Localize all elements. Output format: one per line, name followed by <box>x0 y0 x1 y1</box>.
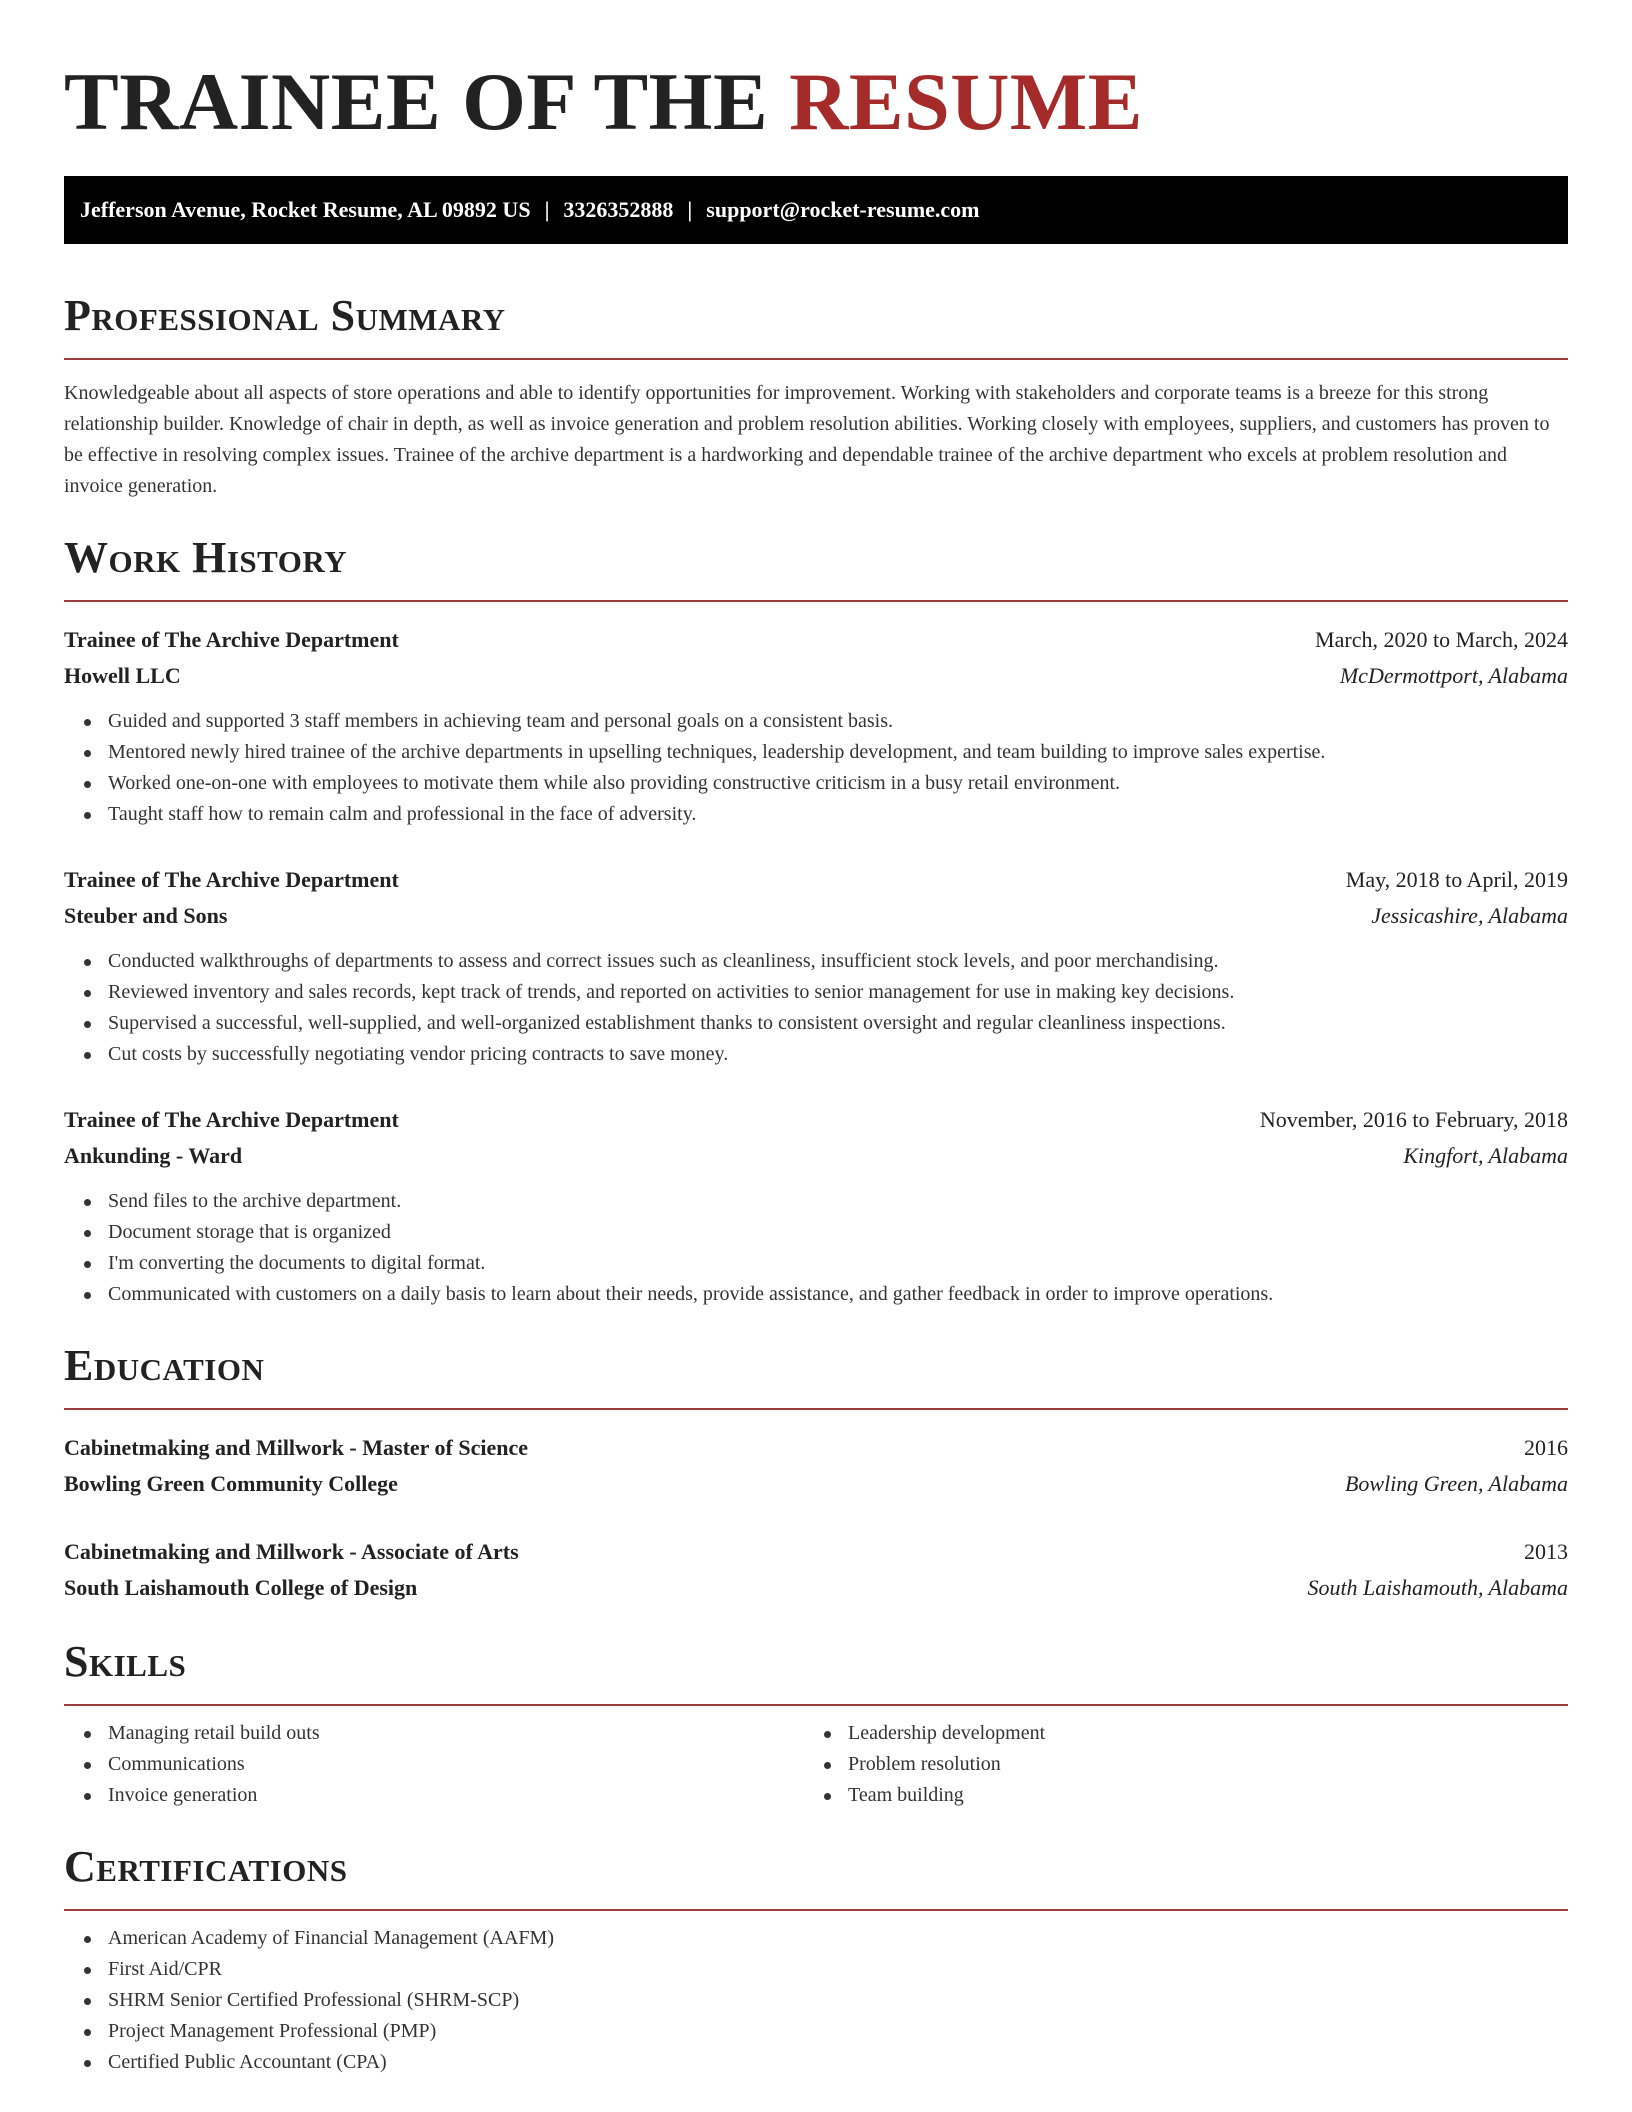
section-divider <box>64 358 1568 360</box>
section-divider <box>64 1704 1568 1706</box>
job-entry <box>64 622 1568 830</box>
job-bullets <box>64 946 1568 1070</box>
skills-section <box>64 1634 1568 1811</box>
job-dates: November, 2016 to February, 2018 <box>1259 1107 1568 1132</box>
list-item: Mentored newly hired trainee of the archive departments in upselling techniques, leadership development, and team building to improve sales expertise. <box>64 737 1568 768</box>
education-school: South Laishamouth College of Design <box>64 1575 418 1600</box>
education-location: Bowling Green, Alabama <box>1344 1471 1568 1496</box>
work-history-section <box>64 530 1568 1310</box>
list-item: Communications <box>64 1749 804 1780</box>
education-year: 2016 <box>1524 1435 1568 1460</box>
job-entry <box>64 1102 1568 1310</box>
list-item: Team building <box>804 1780 1544 1811</box>
job-bullets <box>64 706 1568 830</box>
list-item: SHRM Senior Certified Professional (SHRM-SCP) <box>64 1985 1568 2016</box>
job-location: Kingfort, Alabama <box>1403 1143 1568 1168</box>
job-subheader <box>64 658 1568 694</box>
contact-separator: | <box>544 197 550 222</box>
job-bullets <box>64 1186 1568 1310</box>
education-entry <box>64 1534 1568 1606</box>
job-header <box>64 1102 1568 1138</box>
education-header <box>64 1534 1568 1570</box>
education-subheader <box>64 1570 1568 1606</box>
list-item: Conducted walkthroughs of departments to assess and correct issues such as cleanliness, insufficient stock levels, and poor merchandising. <box>64 946 1568 977</box>
list-item: Guided and supported 3 staff members in achieving team and personal goals on a consistent basis. <box>64 706 1568 737</box>
list-item: Leadership development <box>804 1718 1544 1749</box>
job-title: Trainee of The Archive Department <box>64 867 399 892</box>
job-entry <box>64 862 1568 1070</box>
job-subheader <box>64 898 1568 934</box>
list-item: Managing retail build outs <box>64 1718 804 1749</box>
job-title: Trainee of The Archive Department <box>64 1107 399 1132</box>
list-item: American Academy of Financial Management (AAFM) <box>64 1923 1568 1954</box>
list-item: Cut costs by successfully negotiating vendor pricing contracts to save money. <box>64 1039 1568 1070</box>
certifications-section <box>64 1839 1568 2078</box>
education-degree: Cabinetmaking and Millwork - Master of Science <box>64 1435 529 1460</box>
job-dates: May, 2018 to April, 2019 <box>1345 867 1568 892</box>
certifications-list <box>64 1923 1568 2078</box>
contact-address: Jefferson Avenue, Rocket Resume, AL 09892 US <box>80 197 531 222</box>
list-item: Taught staff how to remain calm and professional in the face of adversity. <box>64 799 1568 830</box>
list-item: First Aid/CPR <box>64 1954 1568 1985</box>
list-item: Communicated with customers on a daily basis to learn about their needs, provide assistance, and gather feedback in order to improve operations. <box>64 1279 1568 1310</box>
job-header <box>64 862 1568 898</box>
section-title-summary: Professional Summary <box>64 291 506 340</box>
section-title-skills: Skills <box>64 1637 187 1686</box>
section-title-certifications: Certifications <box>64 1842 348 1891</box>
list-item: Send files to the archive department. <box>64 1186 1568 1217</box>
job-header <box>64 622 1568 658</box>
education-section <box>64 1338 1568 1606</box>
list-item: Invoice generation <box>64 1780 804 1811</box>
list-item: Project Management Professional (PMP) <box>64 2016 1568 2047</box>
contact-email: support@rocket-resume.com <box>706 197 980 222</box>
job-location: McDermottport, Alabama <box>1339 663 1568 688</box>
job-company: Steuber and Sons <box>64 903 228 928</box>
education-entry <box>64 1430 1568 1502</box>
name-part-1: TRAINEE OF THE <box>64 56 769 147</box>
contact-phone: 3326352888 <box>563 197 674 222</box>
list-item: Supervised a successful, well-supplied, and well-organized establishment thanks to consistent oversight and regular cleanliness inspections. <box>64 1008 1568 1039</box>
education-degree: Cabinetmaking and Millwork - Associate of Arts <box>64 1539 519 1564</box>
contact-bar <box>64 176 1568 244</box>
section-divider <box>64 600 1568 602</box>
summary-text: Knowledgeable about all aspects of store operations and able to identify opportunities for improvement. Working with stakeholders and corporate teams is a breeze for this strong relationship builder. Knowledge of chair in depth, as well as invoice generation and problem resolution abilities. Working closely with employees, suppliers, and customers has proven to be effective in resolving complex issues. Trainee of the archive department is a hardworking and dependable trainee of the archive department who excels at problem resolution and invoice generation. <box>64 382 1550 497</box>
job-company: Ankunding - Ward <box>64 1143 243 1168</box>
education-year: 2013 <box>1524 1539 1568 1564</box>
section-title-work-history: Work History <box>64 533 348 582</box>
skills-column-2 <box>804 1718 1544 1811</box>
skills-grid <box>64 1718 1568 1811</box>
education-location: South Laishamouth, Alabama <box>1307 1575 1568 1600</box>
list-item: Certified Public Accountant (CPA) <box>64 2047 1568 2078</box>
job-dates: March, 2020 to March, 2024 <box>1315 627 1568 652</box>
name-part-2: RESUME <box>789 56 1143 147</box>
list-item: Worked one-on-one with employees to motivate them while also providing constructive criticism in a busy retail environment. <box>64 768 1568 799</box>
list-item: I'm converting the documents to digital format. <box>64 1248 1568 1279</box>
list-item: Document storage that is organized <box>64 1217 1568 1248</box>
section-title-education: Education <box>64 1341 265 1390</box>
list-item: Problem resolution <box>804 1749 1544 1780</box>
list-item: Reviewed inventory and sales records, kept track of trends, and reported on activities to senior management for use in making key decisions. <box>64 977 1568 1008</box>
contact-separator: | <box>687 197 693 222</box>
summary-section <box>64 288 1568 502</box>
education-subheader <box>64 1466 1568 1502</box>
job-title: Trainee of The Archive Department <box>64 627 399 652</box>
section-divider <box>64 1408 1568 1410</box>
candidate-name <box>64 0 1568 152</box>
section-divider <box>64 1909 1568 1911</box>
job-location: Jessicashire, Alabama <box>1371 903 1568 928</box>
education-header <box>64 1430 1568 1466</box>
skills-column-1 <box>64 1718 804 1811</box>
job-company: Howell LLC <box>64 663 181 688</box>
education-school: Bowling Green Community College <box>64 1471 398 1496</box>
job-subheader <box>64 1138 1568 1174</box>
